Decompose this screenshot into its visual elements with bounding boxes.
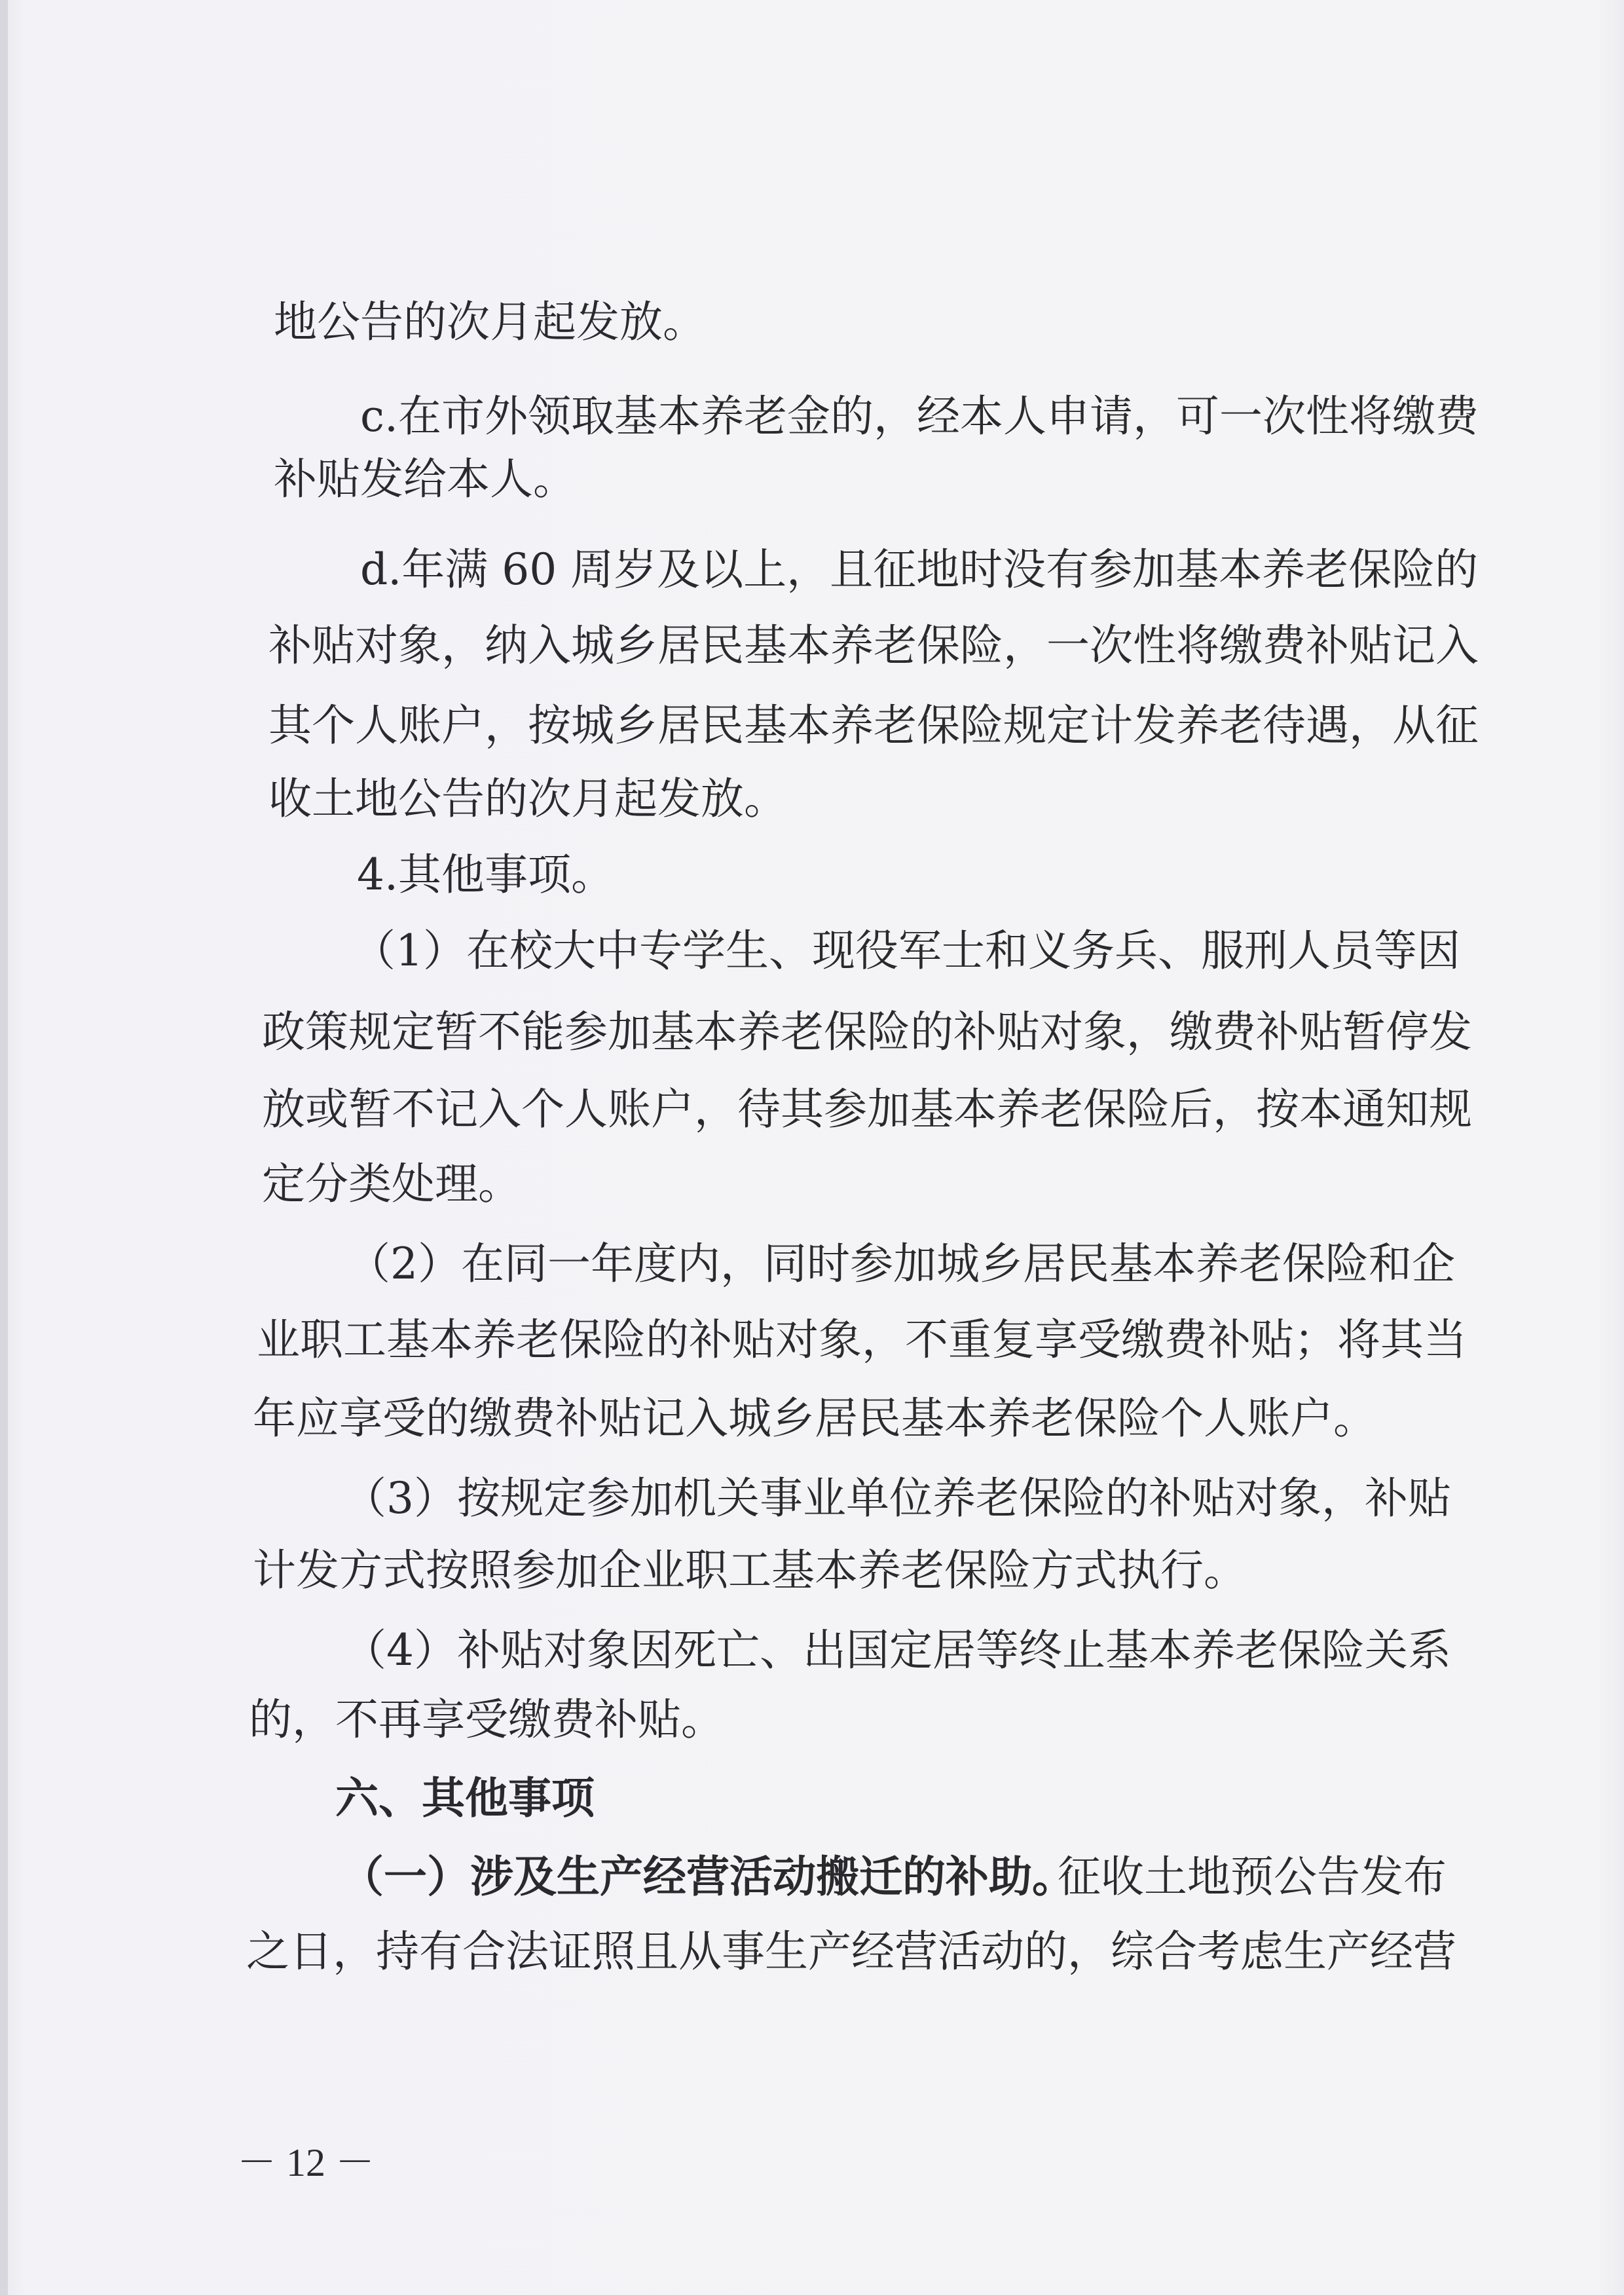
text-line-1: 地公告的次月起发放。 [274,297,706,347]
text-line-10: 政策规定暂不能参加基本养老保险的补贴对象，缴费补贴暂停发 [262,1007,1472,1057]
text-line-14: 业职工基本养老保险的补贴对象，不重复享受缴费补贴；将其当 [257,1315,1467,1365]
text-line-23: 之日，持有合法证照且从事生产经营活动的，综合考虑生产经营 [246,1926,1456,1977]
text-line-19: 的，不再享受缴费补贴。 [249,1694,724,1745]
section-heading: 六、其他事项 [335,1773,595,1823]
text-line-11: 放或暂不记入个人账户，待其参加基本养老保险后，按本通知规 [262,1084,1472,1134]
text-line-6: 其个人账户，按城乡居民基本养老保险规定计发养老待遇，从征 [268,700,1479,751]
text-line-5: 补贴对象，纳入城乡居民基本养老保险，一次性将缴费补贴记入 [268,620,1479,671]
text-line-8: 4.其他事项。 [357,849,614,900]
text-line-9: （1）在校大中专学生、现役军士和义务兵、服刑人员等因 [352,925,1460,976]
text-line-13: （2）在同一年度内，同时参加城乡居民基本养老保险和企 [347,1239,1455,1289]
text-line-17: 计发方式按照参加企业职工基本养老保险方式执行。 [253,1545,1247,1595]
text-line-12: 定分类处理。 [262,1159,521,1209]
text-line-2: c.在市外领取基本养老金的，经本人申请，可一次性将缴费 [360,391,1479,441]
text-line-4: d.年满 60 周岁及以上，且征地时没有参加基本养老保险的 [360,544,1479,595]
scan-edge [0,0,8,2295]
text-line-7: 收土地公告的次月起发放。 [268,774,787,824]
text-line-16: （3）按规定参加机关事业单位养老保险的补贴对象，补贴 [343,1473,1451,1523]
page-number: － 12 － [237,2141,375,2184]
text-line-15: 年应享受的缴费补贴记入城乡居民基本养老保险个人账户。 [253,1393,1376,1444]
subsection-text: 征收土地预公告发布 [1058,1852,1447,1902]
subsection-heading: （一）涉及生产经营活动搬迁的补助。 [341,1852,1075,1902]
text-line-3: 补贴发给本人。 [274,454,576,504]
text-line-18: （4）补贴对象因死亡、出国定居等终止基本养老保险关系 [343,1625,1451,1675]
